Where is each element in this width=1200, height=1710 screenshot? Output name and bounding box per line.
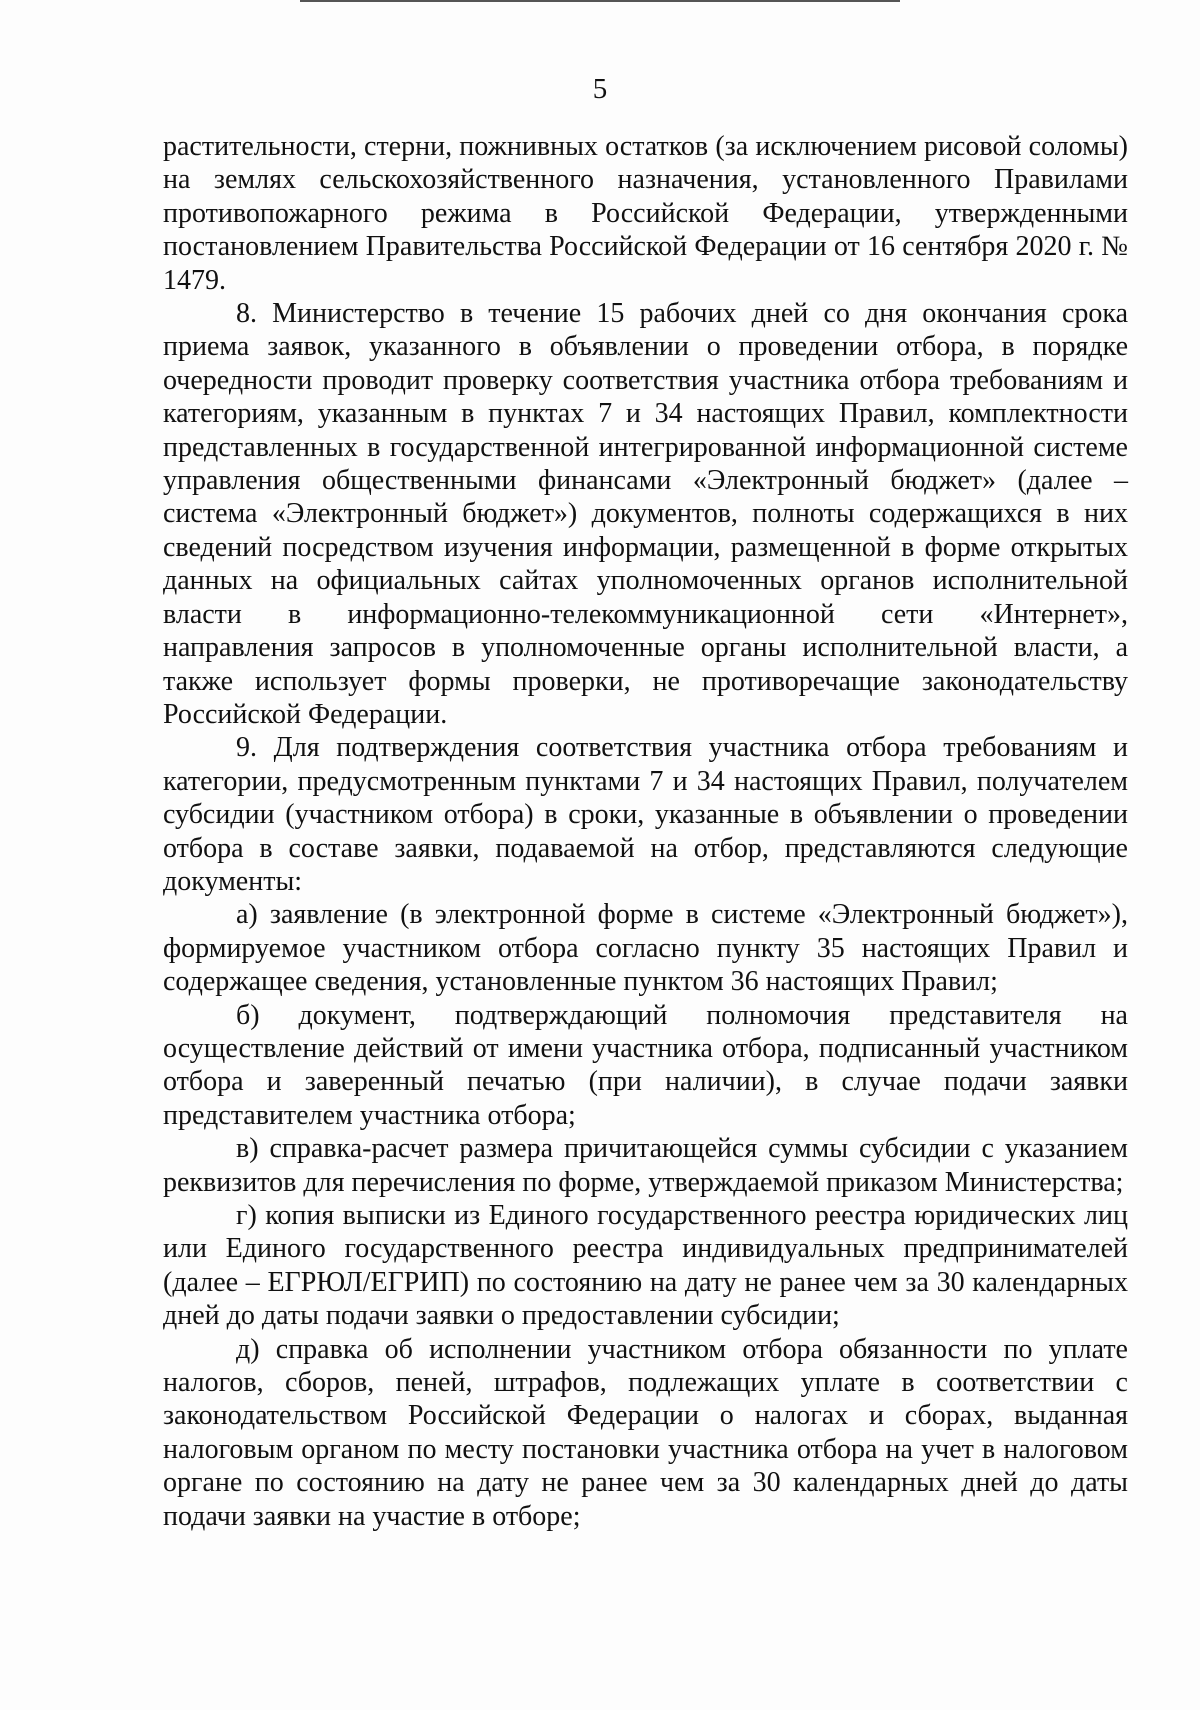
paragraph-item-9: 9. Для подтверждения соответствия участника отбора требованиям и категории, предусмотренным пунктами 7 и 34 настоящих Правил, получателем субсидии (участником отбора) в сроки, указанные в объявлении о проведении отбора в составе заявки, подаваемой на отбор, представляются следующие документы:	[163, 732, 1128, 897]
paragraph-continuation: растительности, стерни, пожнивных остатков (за исключением рисовой соломы) на землях сельскохозяйственного назначения, установленного Правилами противопожарного режима в Российской Федерации, утвержденными постановлением Правительства Российской Федерации от 16 сентября 2020 г. № 1479.	[163, 131, 1128, 296]
top-edge-rule	[300, 0, 900, 2]
page-number: 5	[592, 73, 608, 105]
paragraph-subitem-d: д) справка об исполнении участником отбора обязанности по уплате налогов, сборов, пеней, штрафов, подлежащих уплате в соответствии с законодательством Российской Федерации о налогах и сборах, выданная налоговым органом по месту постановки участника отбора на учет в налоговом органе по состоянию на дату не ранее чем за 30 календарных дней до даты подачи заявки на участие в отборе;	[163, 1333, 1128, 1532]
document-body	[163, 130, 1128, 1533]
paragraph-item-8: 8. Министерство в течение 15 рабочих дней со дня окончания срока приема заявок, указанного в объявлении о проведении отбора, в порядке очередности проводит проверку соответствия участника отбора требованиям и категориям, указанным в пунктах 7 и 34 настоящих Правил, комплектности представленных в государственной интегрированной информационной системе управления общественными финансами «Электронный бюджет» (далее – система «Электронный бюджет») документов, полноты содержащихся в них сведений посредством изучения информации, размещенной в форме открытых данных на официальных сайтах уполномоченных органов исполнительной власти в информационно-телекоммуникационной сети «Интернет», направления запросов в уполномоченные органы исполнительной власти, а также использует формы проверки, не противоречащие законодательству Российской Федерации.	[163, 298, 1128, 730]
paragraph-subitem-b: б) документ, подтверждающий полномочия представителя на осуществление действий от имени участника отбора, подписанный участником отбора и заверенный печатью (при наличии), в случае подачи заявки представителем участника отбора;	[163, 999, 1128, 1131]
paragraph-subitem-v: в) справка-расчет размера причитающейся суммы субсидии с указанием реквизитов для перечисления по форме, утверждаемой приказом Министерства;	[163, 1133, 1128, 1198]
paragraph-subitem-a: а) заявление (в электронной форме в системе «Электронный бюджет»), формируемое участником отбора согласно пункту 35 настоящих Правил и содержащее сведения, установленные пунктом 36 настоящих Правил;	[163, 899, 1128, 998]
paragraph-subitem-g: г) копия выписки из Единого государственного реестра юридических лиц или Единого государственного реестра индивидуальных предпринимателей (далее – ЕГРЮЛ/ЕГРИП) по состоянию на дату не ранее чем за 30 календарных дней до даты подачи заявки о предоставлении субсидии;	[163, 1200, 1128, 1332]
